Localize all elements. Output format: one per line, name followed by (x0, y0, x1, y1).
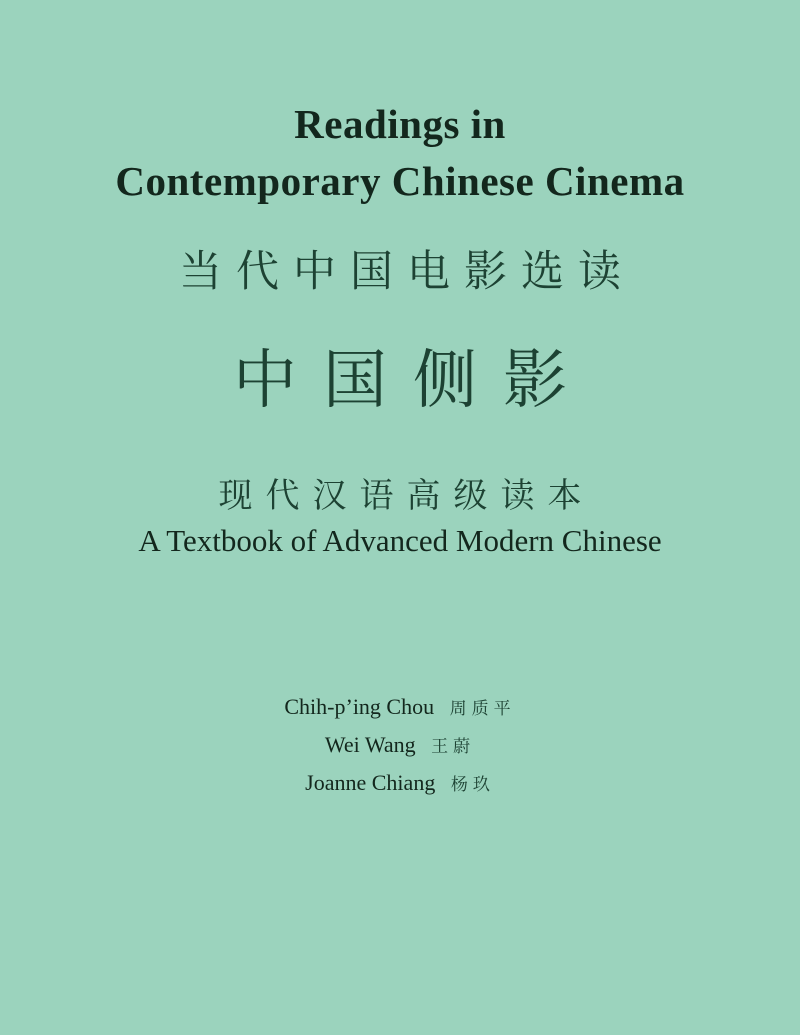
author-row (0, 727, 800, 765)
author-name: Wei Wang (324, 731, 416, 757)
author-name: Joanne Chiang (305, 769, 436, 795)
title-line-1: Readings in (294, 101, 506, 147)
book-title-chinese-main: 中国侧影 (233, 343, 593, 418)
series-title-chinese: 现代汉语高级读本 (218, 476, 595, 517)
author-name-chinese: 周质平 (449, 698, 516, 719)
author-name-chinese: 杨玖 (450, 774, 495, 795)
series-title-english: A Textbook of Advanced Modern Chinese (138, 522, 662, 558)
author-row (0, 765, 800, 803)
book-title-english (0, 0, 800, 209)
author-row (0, 689, 800, 727)
book-title-chinese-subtitle: 当代中国电影选读 (179, 247, 635, 298)
authors-list (0, 689, 800, 803)
title-line-2: Contemporary Chinese Cinema (115, 157, 685, 204)
author-name: Chih-p’ing Chou (284, 693, 435, 719)
author-name-chinese: 王蔚 (431, 736, 476, 757)
